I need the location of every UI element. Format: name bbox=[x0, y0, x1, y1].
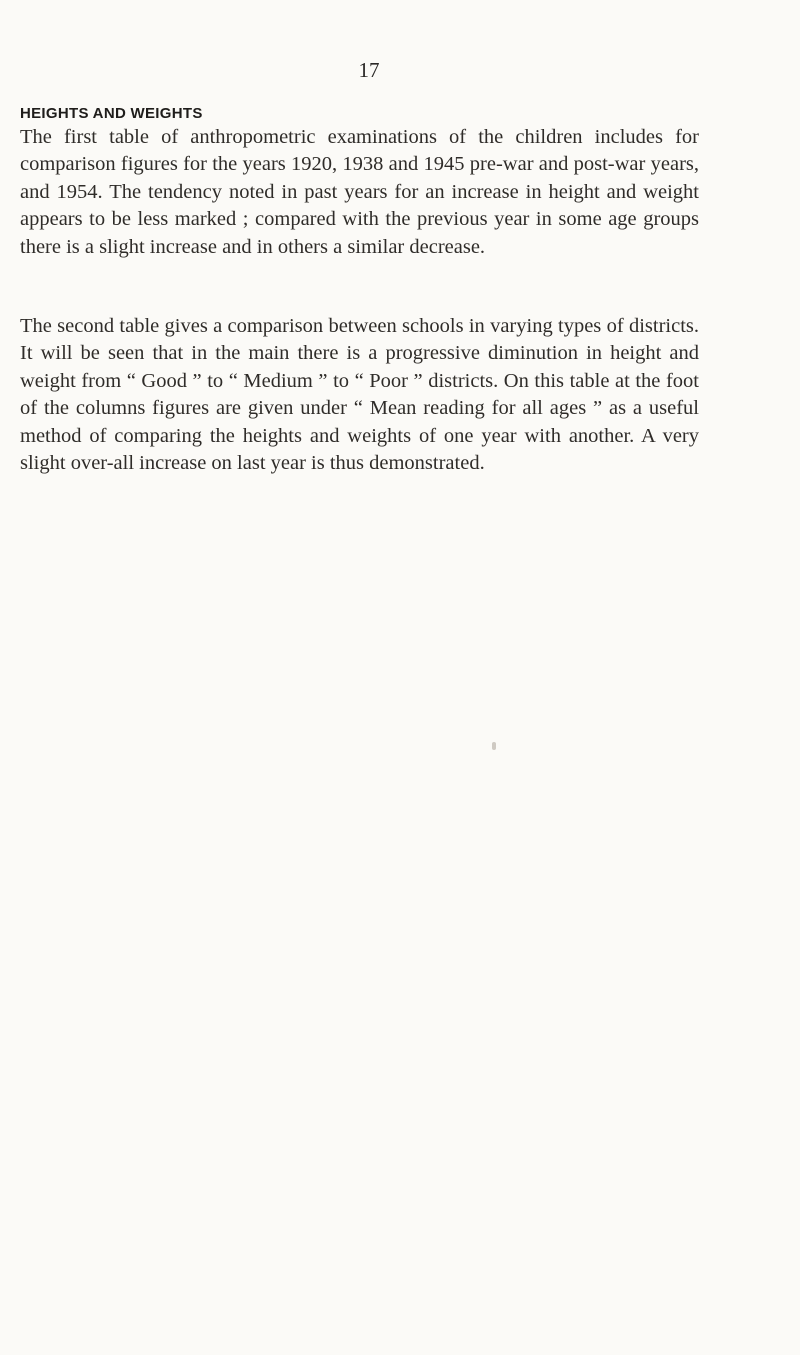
section-heading: HEIGHTS AND WEIGHTS bbox=[20, 105, 203, 122]
paper-speck bbox=[492, 742, 496, 750]
paragraph-second-table: The second table gives a comparison between schools in varying types of districts. It will be seen that in the main there is a progressive diminution in height and weight from “ Good ” to “ Medium ” to “ Poor ” districts. On this table at the foot of the columns figures are given under “ Mean reading for all ages ” as a useful method of comparing the heights and weights of one year with another. A very slight over-all increase on last year is thus demonstrated. bbox=[20, 315, 699, 475]
page-number: 17 bbox=[358, 58, 380, 82]
paragraph-first-table: The first table of anthropometric examinations of the children includes for comparison figures for the years 1920, 1938 and 1945 pre-war and post-war years, and 1954. The tendency noted in past years for an increase in height and weight appears to be less marked ; compared with the previous year in some age groups there is a slight increase and in others a similar decrease. bbox=[20, 126, 699, 258]
